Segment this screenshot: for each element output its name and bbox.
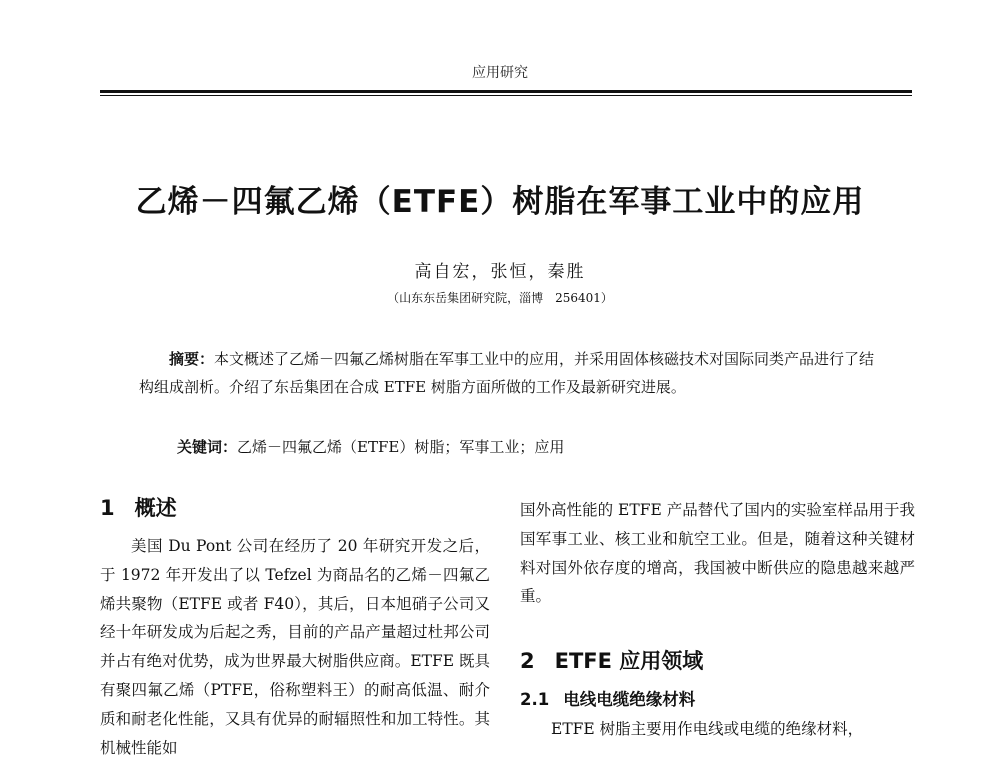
affiliation: （山东东岳集团研究院，淄博 256401） [387,291,613,305]
running-head: 应用研究 [472,65,528,81]
section-1-paragraph: 美国 Du Pont 公司在经历了 20 年研究开发之后，于 1972 年开发出了以 Tefzel 为商品名的乙烯－四氟乙烯共聚物（ETFE 或者 F40），其后，日本旭硝子公司又经十年研发成为后起之秀，目前的产品产量超过杜邦公司并占有绝对优势，成为世界最大树脂供应商。ETFE 既具有聚四氟乙烯（PTFE，俗称塑料王）的耐高低温、耐介质和耐老化性能，又具有优异的耐辐照性和加工特性。其机械性能如 [100,537,490,757]
header-rule-thick [100,90,912,93]
continuation-paragraph: 国外高性能的 ETFE 产品替代了国内的实验室样品用于我国军事工业、核工业和航空工业。但是，随着这种关键材料对国外依存度的增高，我国被中断供应的隐患越来越严重。 [520,501,915,606]
section-2-1-paragraph: ETFE 树脂主要用作电线或电缆的绝缘材料， [551,720,864,739]
section-2-1-title: 电线电缆绝缘材料 [563,690,696,710]
header-rule-thin [100,95,912,96]
section-1-number: 1 [100,496,115,520]
keywords-label: 关键词： [177,438,238,456]
keywords-text: 乙烯－四氟乙烯（ETFE）树脂；军事工业；应用 [237,438,565,456]
section-1-title: 概述 [134,496,177,520]
section-2-1-heading [520,685,915,715]
keywords [177,436,564,457]
authors: 高自宏，张恒，秦胜 [414,262,586,282]
left-column [100,492,490,762]
paper-title: 乙烯－四氟乙烯（ETFE）树脂在军事工业中的应用 [135,184,865,220]
abstract-text: 本文概述了乙烯－四氟乙烯树脂在军事工业中的应用，并采用固体核磁技术对国际同类产品进行了结构组成剖析。介绍了东岳集团在合成 ETFE 树脂方面所做的工作及最新研究进展。 [139,350,875,396]
right-column [520,496,915,744]
abstract-label: 摘要： [169,350,215,368]
abstract [139,345,879,401]
section-2-1-number: 2.1 [520,690,550,710]
section-2-number: 2 [520,649,535,674]
section-1-heading [100,492,490,524]
spacer [520,611,915,645]
abstract-paragraph [139,345,879,401]
section-2-title: ETFE 应用领域 [554,649,704,674]
section-2-heading [520,645,915,677]
